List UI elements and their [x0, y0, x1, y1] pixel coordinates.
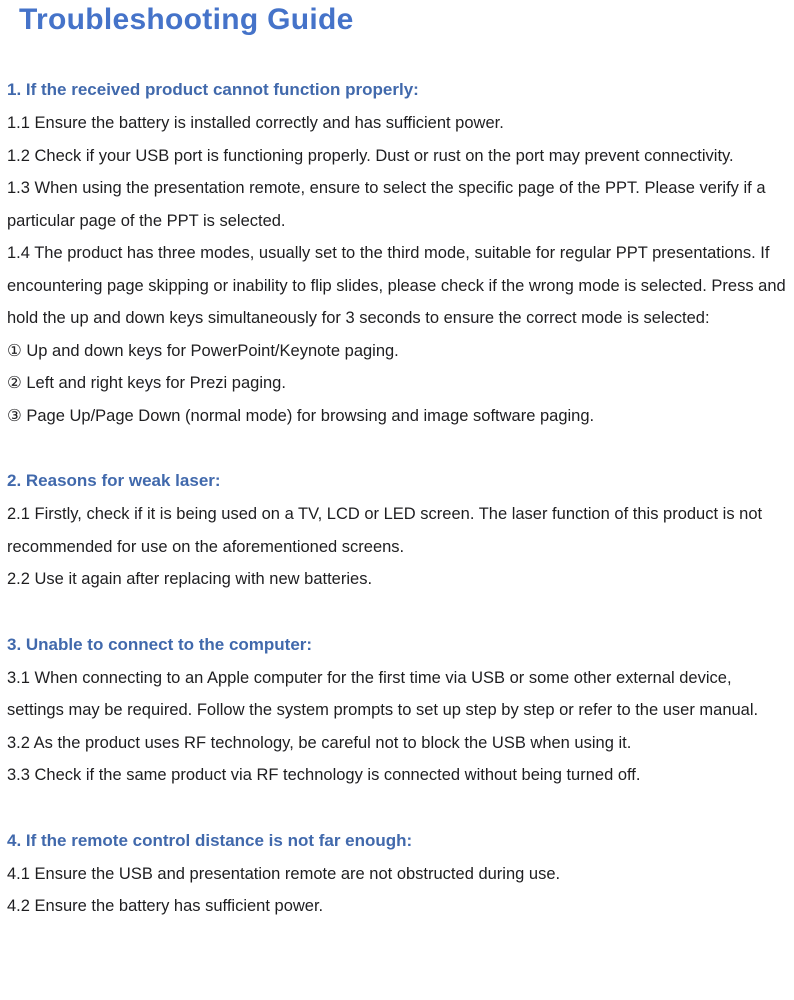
paragraph: 1.4 The product has three modes, usually set to the third mode, suitable for regular PPT presentations. If encountering page skipping or inability to flip slides, please check if the wrong mode is selected. Press and hold the up and down keys simultaneously for 3 seconds to ensure the correct mode is selected: — [7, 244, 786, 327]
section-remote-distance — [7, 824, 790, 923]
paragraph: 3.2 As the product uses RF technology, be careful not to block the USB when using it. — [7, 733, 632, 752]
paragraph: 1.2 Check if your USB port is functioning properly. Dust or rust on the port may prevent connectivity. — [7, 146, 734, 165]
paragraph: 1.3 When using the presentation remote, ensure to select the specific page of the PPT. Please verify if a particular page of the PPT is selected. — [7, 179, 766, 230]
paragraph: 3.1 When connecting to an Apple computer for the first time via USB or some other external device, settings may be required. Follow the system prompts to set up step by step or refer to the user manual. — [7, 668, 759, 719]
paragraph: 4.1 Ensure the USB and presentation remote are not obstructed during use. — [7, 864, 561, 883]
section-weak-laser — [7, 464, 790, 596]
section-unable-to-connect — [7, 628, 790, 792]
paragraph: 2.1 Firstly, check if it is being used on a TV, LCD or LED screen. The laser function of this product is not recommended for use on the aforementioned screens. — [7, 505, 763, 556]
paragraph: 1.1 Ensure the battery is installed correctly and has sufficient power. — [7, 114, 504, 132]
numbered-list-item: ② Left and right keys for Prezi paging. — [7, 374, 286, 392]
section-received-product-issues — [7, 73, 790, 432]
numbered-list-item: ③ Page Up/Page Down (normal mode) for browsing and image software paging. — [7, 406, 595, 425]
section-heading: 4. If the remote control distance is not far enough: — [7, 830, 413, 850]
paragraph: 2.2 Use it again after replacing with new batteries. — [7, 570, 373, 588]
section-heading: 1. If the received product cannot function properly: — [7, 80, 419, 99]
section-heading: 3. Unable to connect to the computer: — [7, 634, 313, 654]
page-title: Troubleshooting Guide — [19, 3, 354, 36]
paragraph: 4.2 Ensure the battery has sufficient power. — [7, 897, 324, 915]
numbered-list-item: ① Up and down keys for PowerPoint/Keynote paging. — [7, 341, 399, 360]
paragraph: 3.3 Check if the same product via RF technology is connected without being turned off. — [7, 766, 641, 784]
section-heading: 2. Reasons for weak laser: — [7, 471, 221, 490]
